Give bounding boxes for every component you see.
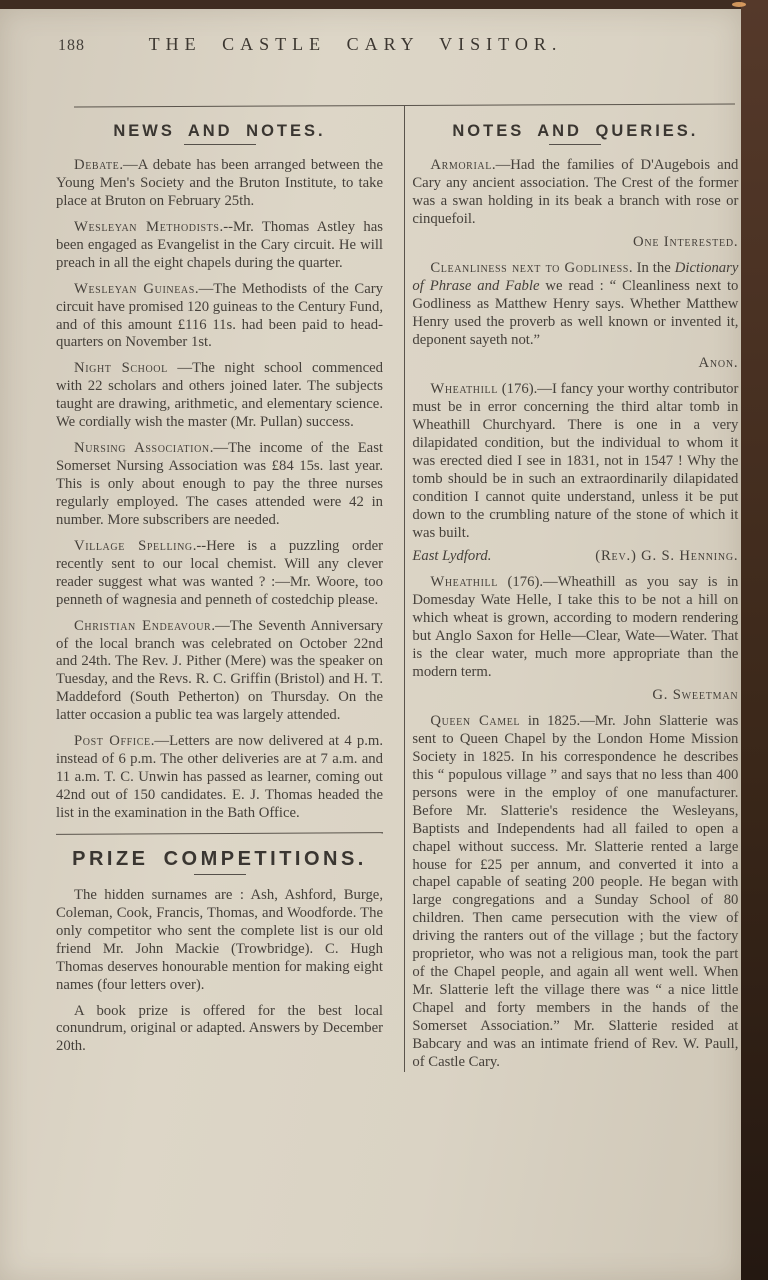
article-paragraph [56, 887, 383, 995]
article-body-text: .—A debate has been arranged between the Young Men's Society and the Bruton Institute, to take place at Bruton on February 25th. [56, 157, 383, 209]
article-paragraph [56, 733, 383, 823]
article-lead-text: Armorial [430, 157, 492, 173]
article-paragraph [56, 618, 383, 726]
scanned-page [0, 9, 741, 1280]
right-column [412, 106, 738, 1080]
heading-underline [549, 144, 601, 145]
article-body-text: we read : “ Cleanliness next to Godliness as Matthew Henry says. Whether Matthew Henry used the proverb as well known or invented it, deponent sayeth not.” [412, 278, 739, 348]
article-body-text: . In the [628, 260, 675, 277]
article-paragraph [412, 157, 738, 229]
signature-name: Anon. [698, 354, 739, 371]
article-lead-text: Wheathill [430, 381, 498, 398]
page-title: THE CASTLE CARY VISITOR. [148, 34, 563, 54]
signature-row [412, 547, 738, 565]
article-lead-text: Debate [74, 157, 120, 173]
article-body-text: .—The Methodists of the Cary circuit have promised 120 guineas to the Century Fund, and of this amount £116 11s. had been paid to head-quarters on November 1st. [56, 280, 383, 351]
article-paragraph [412, 574, 738, 682]
article-paragraph [56, 1003, 383, 1057]
page-header [0, 9, 741, 105]
article-lead-text: Wesleyan Guineas [74, 280, 195, 297]
article-body-text: in 1825.—Mr. John Slatterie was sent to Queen Chapel by the London Home Mission Society in 1825. In his correspondence he describes this “ populous village ” and says that no less than 400 persons were in the employ of one manufacturer. Before Mr. Slatterie's residence the Wesleyans, Baptists and Independents had all failed to open a chapel without success. Mr. Slatterie rented a large house for £25 per annum, and converted it into a chapel capable of seating 200 people. He began with large congregations and a Sunday School of 80 children. Then came persecution with the view of driving the ranters out of the village ; but the factory proprietor, who was not a religious man, took the part of the Chapel people, and again all went well. When Mr. Slatterie left the village there was “ a nice little Chapel and forty members in the hands of the Somerset Association.” Mr. Slatterie resided at Babcary and was an intimate friend of Rev. W. Paull, of Castle Cary. [412, 713, 739, 1070]
signature-row [412, 686, 738, 704]
article-body-text: Dictionary of Phrase and Fable [412, 260, 739, 295]
article-body-text: A book prize is offered for the best local conundrum, original or adapted. Answers by December 20th. [56, 1002, 383, 1055]
article-lead-text: Wesleyan Methodists [74, 218, 220, 235]
article-lead-text: Queen Camel [430, 713, 521, 729]
section-divider-rule [56, 832, 383, 835]
article-body-text: .—The income of the East Somerset Nursing Association was £84 15s. last year. This is only about enough to pay the three nurses regularly employed. The cases attended were 42 in number. More subscribers are needed. [56, 440, 383, 528]
article-lead-text: Post Office [74, 733, 151, 750]
article-body-text: .—The Seventh Anniversary of the local branch was celebrated on October 22nd and 24th. The Rev. J. Pither (Mere) was the speaker on Tuesday, and the Revs. R. C. Griffin (Bristol) and H. T. Maddeford (South Petherton) on Thursday. On the latter occasion a public tea was largely attended. [56, 617, 383, 724]
article-paragraph [56, 440, 383, 530]
article-body-text: .—Had the families of D'Augebois and Cary any ancient association. The Crest of the former was a swan holding in its beak a branch with rose or cinquefoil. [412, 157, 739, 227]
page-number: 188 [58, 37, 85, 54]
article-body-text: (176).—Wheathill as you say is in Domesday Wate Helle, I take this to be not a hill on which wheat is grown, according to modern rendering but Anglo Saxon for Helle—Clear, Wate—Water. That is the clear water, much more appropriate than the modern term. [412, 574, 739, 680]
article-lead-text: Nursing Association [74, 440, 210, 457]
signature-name: One Interested. [633, 233, 739, 250]
article-lead-text: Wheathill [430, 574, 498, 590]
section-heading-notes-and-queries: NOTES AND QUERIES. [452, 122, 699, 140]
signature-row [412, 354, 738, 372]
article-lead-text: Christian Endeavour [74, 617, 212, 634]
article-paragraph [56, 360, 383, 432]
prize-competitions-articles [56, 887, 383, 1056]
article-paragraph [56, 538, 383, 610]
heading-underline [184, 144, 256, 145]
two-column-layout [0, 106, 741, 1080]
article-body-text: .—Letters are now delivered at 4 p.m. instead of 6 p.m. The other deliveries are at 7 a.m. and 11 a.m. T. C. Unwin has passed as learner, coming out 42nd out of 150 candidates. E. J. Thomas headed the list in the examination in the Bath Office. [56, 733, 384, 821]
signature-name: (Rev.) G. S. Henning. [595, 547, 739, 564]
article-paragraph [412, 260, 738, 350]
scan-corner-glint [732, 2, 746, 7]
article-paragraph [412, 381, 738, 542]
notes-and-queries-articles [412, 157, 738, 1072]
article-body-text: (176).—I fancy your worthy contributor must be in error concerning the third altar tomb in Wheathill Churchyard. There is one in a very dilapidated condition, but the individual to whom it was erected died I see in 1831, not in 1547 ! Why the tomb should be in such an extraordinarily dilapidated condition I cannot quite understand, unless it be put down to the crumbling nature of the stone of which it was built. [412, 381, 739, 541]
section-heading-news-and-notes: NEWS AND NOTES. [113, 122, 326, 140]
signature-row [412, 233, 738, 251]
article-body-text: —The night school commenced with 22 scholars and others joined later. The subjects taught are drawing, arithmetic, and elementary science. We cordially wish the master (Mr. Pullan) success. [56, 360, 383, 431]
column-divider-rule [404, 106, 405, 1072]
article-lead-text: Night School [74, 360, 168, 377]
section-heading-prize-competitions: PRIZE COMPETITIONS. [72, 847, 367, 870]
article-paragraph [56, 281, 383, 353]
article-body-text: .--Here is a puzzling order recently sent to our local chemist. Will any clever reader suggest what was wanted ? :—Mr. Woore, too penneth of wagnesia and penneth of costedchip please. [56, 537, 383, 608]
article-lead-text: Village Spelling [74, 537, 193, 554]
signature-name: G. Sweetman [652, 686, 739, 703]
news-and-notes-articles [56, 157, 383, 823]
heading-underline [194, 874, 246, 875]
article-lead-text: Cleanliness next to Godliness [430, 260, 629, 277]
article-body-text: The hidden surnames are : Ash, Ashford, Burge, Coleman, Cook, Francis, Thomas, and Woodforde. The only competitor who sent the complete list is our old friend Mr. John Mackie (Trowbridge). C. Hugh Thomas deserves honourable mention for making eight names (four letters over). [56, 886, 383, 993]
left-column [56, 106, 383, 1080]
article-paragraph [56, 157, 383, 211]
article-body-text: .--Mr. Thomas Astley has been engaged as Evangelist in the Cary circuit. He will preach in all the eight chapels during the quarter. [56, 218, 383, 271]
scan-edge-right [741, 0, 768, 1280]
article-paragraph [412, 713, 738, 1072]
signature-place: East Lydford. [412, 547, 492, 564]
scan-edge-top [0, 0, 768, 9]
article-paragraph [56, 219, 383, 273]
